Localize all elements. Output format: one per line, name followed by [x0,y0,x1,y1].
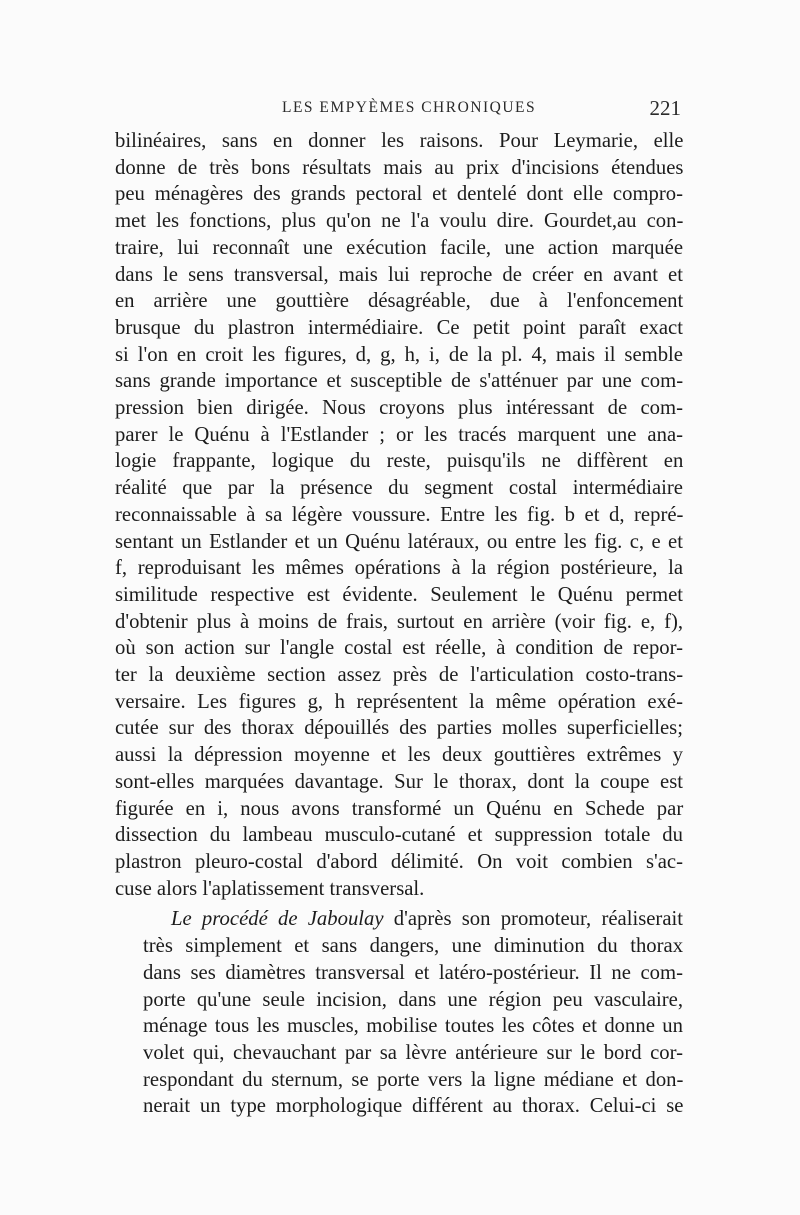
text-line: parer le Quénu à l'Estlander ; or les tracés marquent une ana- [115,423,684,446]
paragraph-2 [115,906,683,1120]
text-line: dans ses diamètres transversal et latéro-postérieur. Il ne com- [143,961,683,984]
text-line: sans grande importance et susceptible de s'atténuer par une com- [115,370,684,393]
text-line: volet qui, chevauchant par sa lèvre antérieure sur le bord cor- [143,1041,683,1064]
page-number: 221 [649,96,681,120]
text-line: plastron pleuro-costal d'abord délimité. On voit combien s'ac- [115,850,683,873]
text-line: si l'on en croit les figures, d, g, h, i, de la pl. 4, mais il semble [115,343,683,366]
text-line: ménage tous les muscles, mobilise toutes les côtes et donne un [143,1015,683,1038]
text-line: brusque du plastron intermédiaire. Ce petit point paraît exact [115,316,683,339]
text-line: nerait un type morphologique différent au thorax. Celui-ci se [143,1095,684,1118]
running-title: LES EMPYÈMES CHRONIQUES [282,99,537,116]
text-line: bilinéaires, sans en donner les raisons. Pour Leymarie, elle [115,130,684,152]
first-line-rest: d'après son promoteur, réaliserait [383,908,683,931]
text-line: f, reproduisant les mêmes opérations à la région postérieure, la [115,557,683,580]
text-line: porte qu'une seule incision, dans une région peu vasculaire, [143,988,683,1011]
text-line [115,906,683,933]
text-line: dans le sens transversal, mais lui reproche de créer en avant et [115,263,683,286]
text-line: figurée en i, nous avons transformé un Quénu en Schede par [115,797,684,820]
text-line: où son action sur l'angle costal est réelle, à condition de repor- [115,637,683,660]
text-line: réalité que par la présence du segment costal intermédiaire [115,477,683,500]
text-line: très simplement et sans dangers, une diminution du thorax [143,935,684,958]
text-line: dissection du lambeau musculo-cutané et suppression totale du [115,824,683,847]
paragraph-1 [115,128,683,902]
text-line: d'obtenir plus à moins de frais, surtout en arrière (voir fig. e, f), [115,610,684,633]
body-text [115,128,683,1120]
text-line: aussi la dépression moyenne et les deux gouttières extrêmes y [115,744,683,767]
text-line: traire, lui reconnaît une exécution facile, une action marquée [115,236,684,259]
text-line: sentant un Estlander et un Quénu latéraux, ou entre les fig. c, e et [115,530,683,553]
italic-lead: Le procédé de Jaboulay [171,908,384,931]
text-line: logie frappante, logique du reste, puisqu'ils ne diffèrent en [115,450,684,473]
text-line: peu ménagères des grands pectoral et dentelé dont elle compro- [115,183,683,206]
text-line: reconnaissable à sa légère voussure. Entre les fig. b et d, repré- [115,503,684,526]
text-line: ter la deuxième section assez près de l'articulation costo-trans- [115,664,684,687]
text-line: sont-elles marquées davantage. Sur le thorax, dont la coupe est [115,770,683,793]
text-line: donne de très bons résultats mais au prix d'incisions étendues [115,156,684,179]
text-line: versaire. Les figures g, h représentent la même opération exé- [115,690,683,713]
text-line: pression bien dirigée. Nous croyons plus intéressant de com- [115,397,683,420]
text-line: respondant du sternum, se porte vers la ligne médiane et don- [143,1068,684,1091]
text-line: cutée sur des thorax dépouillés des parties molles superficielles; [115,717,683,740]
text-line: en arrière une gouttière désagréable, due à l'enfoncement [115,290,684,313]
text-line: similitude respective est évidente. Seulement le Quénu permet [115,583,683,606]
running-head [115,96,683,124]
text-line: met les fonctions, plus qu'on ne l'a voulu dire. Gourdet,au con- [115,210,684,233]
text-line: cuse alors l'aplatissement transversal. [115,877,425,900]
